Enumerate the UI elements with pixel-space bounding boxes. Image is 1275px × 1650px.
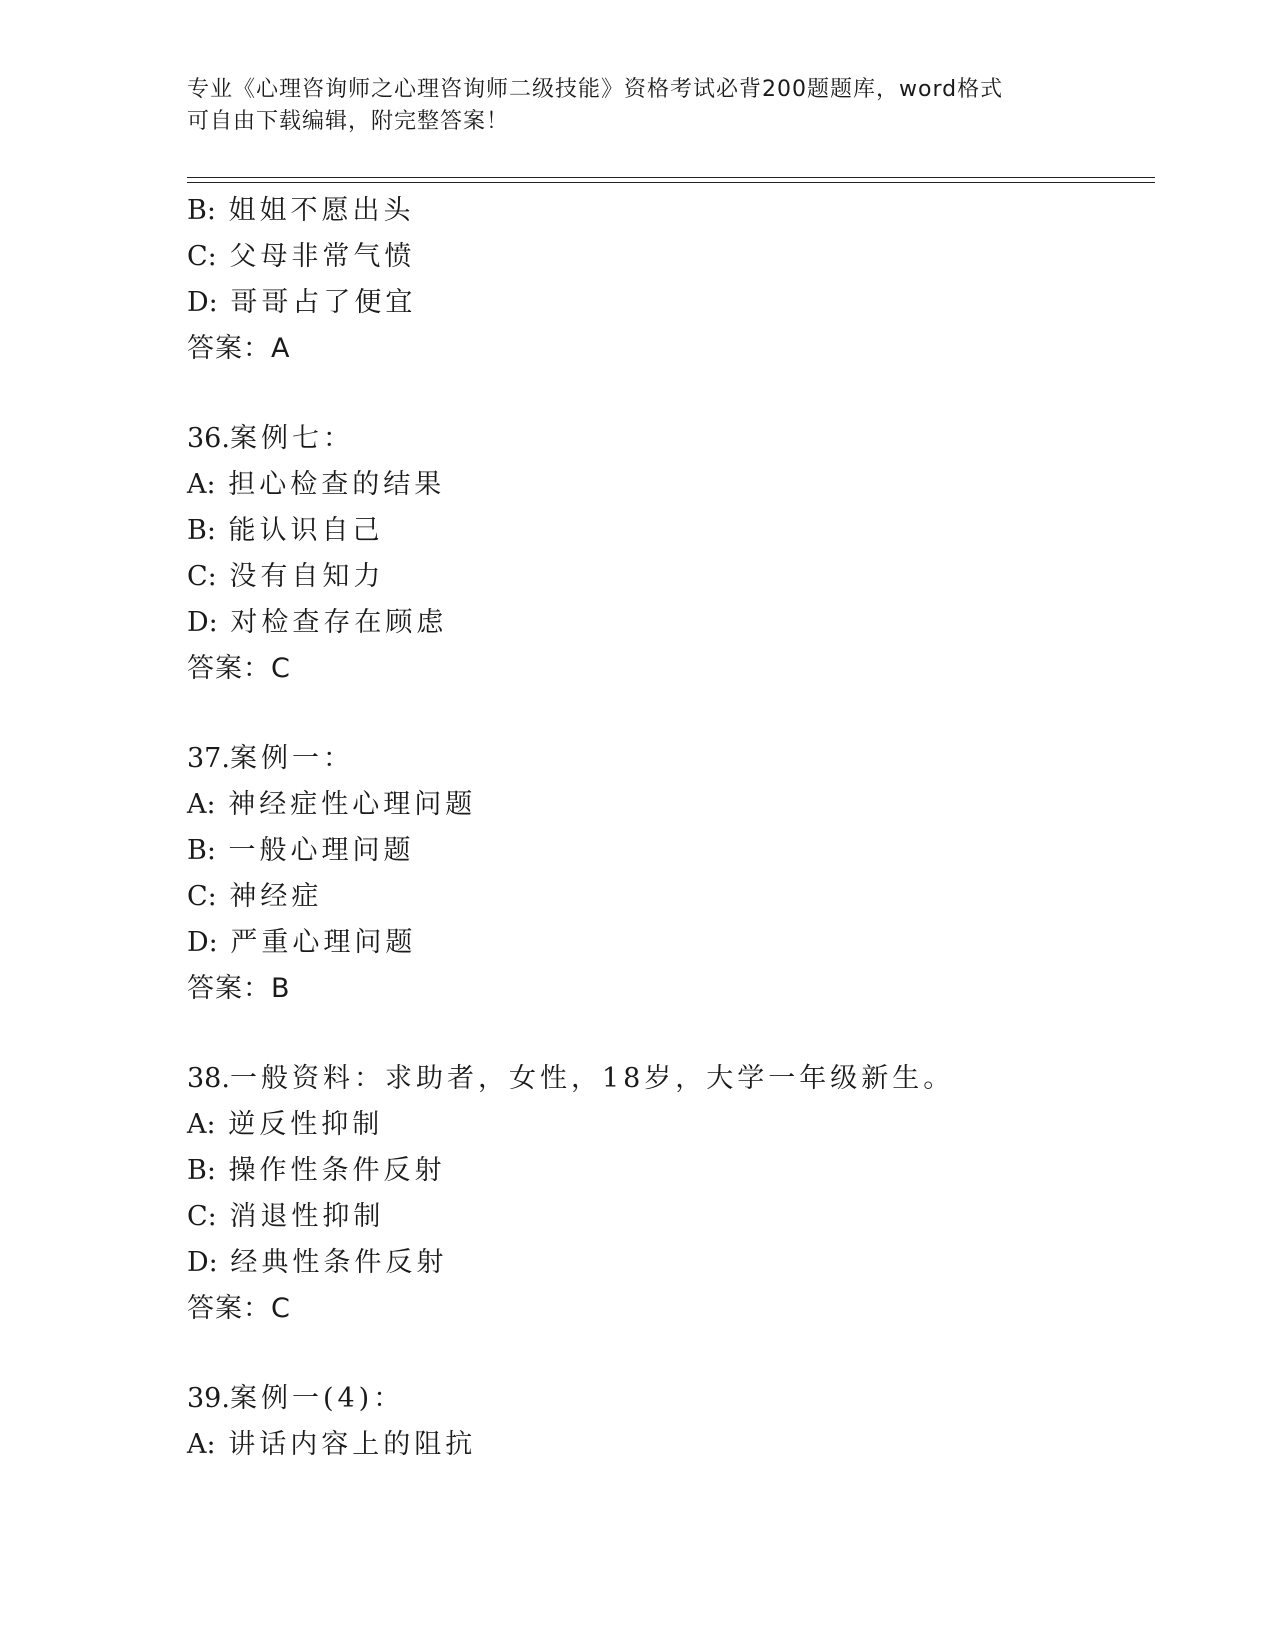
question-number: 37.: [187, 743, 230, 774]
option-line: [187, 1422, 1155, 1468]
option-letter: B:: [187, 515, 216, 546]
option-line: [187, 828, 1155, 874]
option-line: [187, 462, 1155, 508]
option-text: 逆反性抑制: [228, 1109, 384, 1140]
option-line: [187, 280, 1155, 326]
option-letter: A:: [187, 469, 216, 500]
option-text: 姐姐不愿出头: [228, 195, 415, 226]
answer-line: 答案：C: [187, 653, 291, 684]
question-list: [187, 188, 1155, 1468]
option-letter: C:: [187, 1201, 217, 1232]
question-block: [187, 1376, 1155, 1468]
question-block: [187, 1056, 1155, 1332]
option-letter: B:: [187, 195, 216, 226]
header-divider: [187, 177, 1155, 178]
question-text: 一般资料：求助者，女性，18岁，大学一年级新生。: [229, 1063, 955, 1094]
question-stem: [187, 1376, 1155, 1422]
question-stem: [187, 416, 1155, 462]
option-line: [187, 234, 1155, 280]
option-line: [187, 1102, 1155, 1148]
option-line: [187, 920, 1155, 966]
option-text: 操作性条件反射: [228, 1155, 446, 1186]
option-text: 神经症性心理问题: [228, 789, 477, 820]
question-number: 39.: [187, 1383, 230, 1414]
option-text: 没有自知力: [229, 561, 385, 592]
option-text: 父母非常气愤: [229, 241, 416, 272]
option-letter: A:: [187, 1109, 216, 1140]
option-letter: A:: [187, 789, 216, 820]
option-text: 对检查存在顾虑: [230, 607, 448, 638]
option-line: [187, 1148, 1155, 1194]
option-letter: D:: [187, 607, 218, 638]
option-line: [187, 554, 1155, 600]
question-stem: [187, 1056, 1155, 1102]
option-text: 经典性条件反射: [230, 1247, 448, 1278]
option-letter: B:: [187, 835, 216, 866]
question-text: 案例七：: [229, 423, 354, 454]
answer-line: 答案：A: [187, 333, 291, 364]
question-text: 案例一(4)：: [229, 1383, 405, 1414]
document-header: [187, 74, 1087, 138]
question-block: [187, 416, 1155, 692]
option-letter: D:: [187, 1247, 218, 1278]
option-text: 消退性抑制: [229, 1201, 385, 1232]
option-text: 讲话内容上的阻抗: [228, 1429, 477, 1460]
header-title-line: 专业《心理咨询师之心理咨询师二级技能》资格考试必背200题题库，word格式: [187, 77, 1004, 102]
option-letter: C:: [187, 561, 217, 592]
option-letter: C:: [187, 881, 217, 912]
question-block: [187, 736, 1155, 1012]
header-subtitle-line: 可自由下载编辑，附完整答案！: [187, 109, 510, 134]
question-block: [187, 188, 1155, 372]
question-number: 36.: [187, 423, 230, 454]
option-line: [187, 782, 1155, 828]
option-line: [187, 188, 1155, 234]
option-letter: D:: [187, 927, 218, 958]
question-stem: [187, 736, 1155, 782]
option-letter: A:: [187, 1429, 216, 1460]
option-letter: B:: [187, 1155, 216, 1186]
option-line: [187, 600, 1155, 646]
option-text: 严重心理问题: [230, 927, 417, 958]
option-text: 能认识自己: [228, 515, 384, 546]
answer-line: 答案：C: [187, 1293, 291, 1324]
option-letter: D:: [187, 287, 218, 318]
question-number: 38.: [187, 1063, 230, 1094]
option-line: [187, 1240, 1155, 1286]
answer-line: 答案：B: [187, 973, 291, 1004]
option-text: 一般心理问题: [228, 835, 415, 866]
header-divider: [187, 182, 1155, 183]
option-line: [187, 508, 1155, 554]
question-text: 案例一：: [229, 743, 354, 774]
option-line: [187, 874, 1155, 920]
option-letter: C:: [187, 241, 217, 272]
option-line: [187, 1194, 1155, 1240]
option-text: 担心检查的结果: [228, 469, 446, 500]
option-text: 神经症: [229, 881, 323, 912]
option-text: 哥哥占了便宜: [230, 287, 417, 318]
